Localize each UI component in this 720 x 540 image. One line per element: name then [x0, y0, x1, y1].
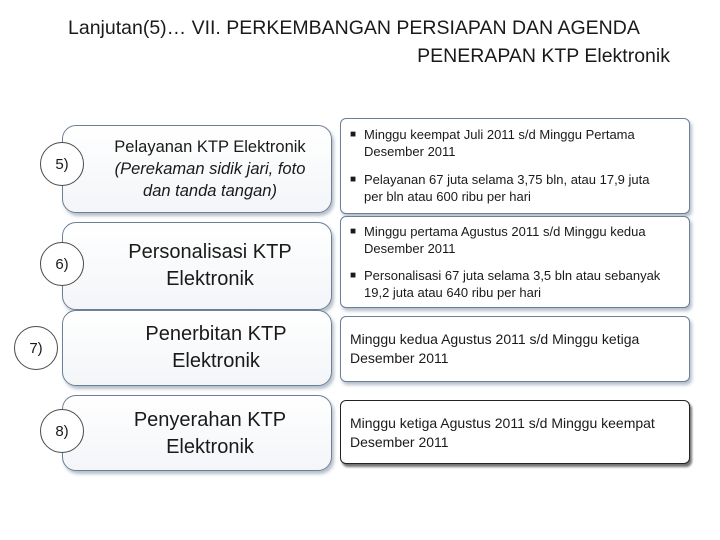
square-bullet-icon: ■ — [350, 129, 357, 140]
step-6-label-line-1: Personalisasi KTP — [128, 241, 292, 263]
step-7-number — [14, 326, 58, 370]
title-line-2: PENERAPAN KTP Elektronik — [417, 45, 670, 67]
step-8-label — [100, 398, 320, 470]
step-5-label-italic-2: dan tanda tangan) — [143, 182, 277, 200]
step-6-number-text: 6) — [55, 255, 69, 273]
step-5-label — [92, 130, 328, 208]
step-6-label-line-2: Elektronik — [166, 268, 254, 290]
step-6-detail-item-2 — [350, 267, 670, 301]
step-5-label-line-1: Pelayanan KTP Elektronik — [114, 138, 306, 156]
step-6-detail-text-1: Minggu pertama Agustus 2011 s/d Minggu kedua Desember 2011 — [364, 224, 646, 256]
square-bullet-icon: ■ — [350, 174, 357, 185]
step-6-detail-text-2: Personalisasi 67 juta selama 3,5 bln atau sebanyak 19,2 juta atau 640 ribu per hari — [364, 268, 661, 300]
step-6-label — [100, 228, 320, 304]
step-7-label-line-2: Elektronik — [172, 350, 260, 372]
step-8-number-text: 8) — [55, 422, 69, 440]
step-8-number — [40, 409, 84, 453]
step-7-detail-text: Minggu kedua Agustus 2011 s/d Minggu ketiga Desember 2011 — [350, 331, 640, 366]
step-5-detail-text-2: Pelayanan 67 juta selama 3,75 bln, atau 17,9 juta per bln atau 600 ribu per hari — [364, 172, 650, 204]
step-7-label — [100, 312, 332, 384]
step-6-detail-item-1 — [350, 223, 670, 257]
step-5-detail-text-1: Minggu keempat Juli 2011 s/d Minggu Pertama Desember 2011 — [364, 127, 635, 159]
step-7-label-line-1: Penerbitan KTP — [145, 323, 287, 345]
step-5-detail-item-2 — [350, 171, 670, 205]
square-bullet-icon: ■ — [350, 270, 357, 281]
step-5-number-text: 5) — [55, 155, 69, 173]
page-title — [60, 14, 670, 70]
step-7-number-text: 7) — [29, 339, 43, 357]
step-5-detail-item-1 — [350, 126, 686, 160]
step-5-number — [40, 142, 84, 186]
step-8-detail-text: Minggu ketiga Agustus 2011 s/d Minggu keempat Desember 2011 — [350, 415, 655, 450]
step-8-label-line-2: Elektronik — [166, 436, 254, 458]
step-5-label-italic-1: (Perekaman sidik jari, foto — [114, 160, 306, 178]
step-6-number — [40, 242, 84, 286]
title-line-1: Lanjutan(5)… VII. PERKEMBANGAN PERSIAPAN DAN AGENDA — [68, 17, 640, 39]
square-bullet-icon: ■ — [350, 226, 357, 237]
step-8-label-line-1: Penyerahan KTP — [133, 409, 287, 431]
